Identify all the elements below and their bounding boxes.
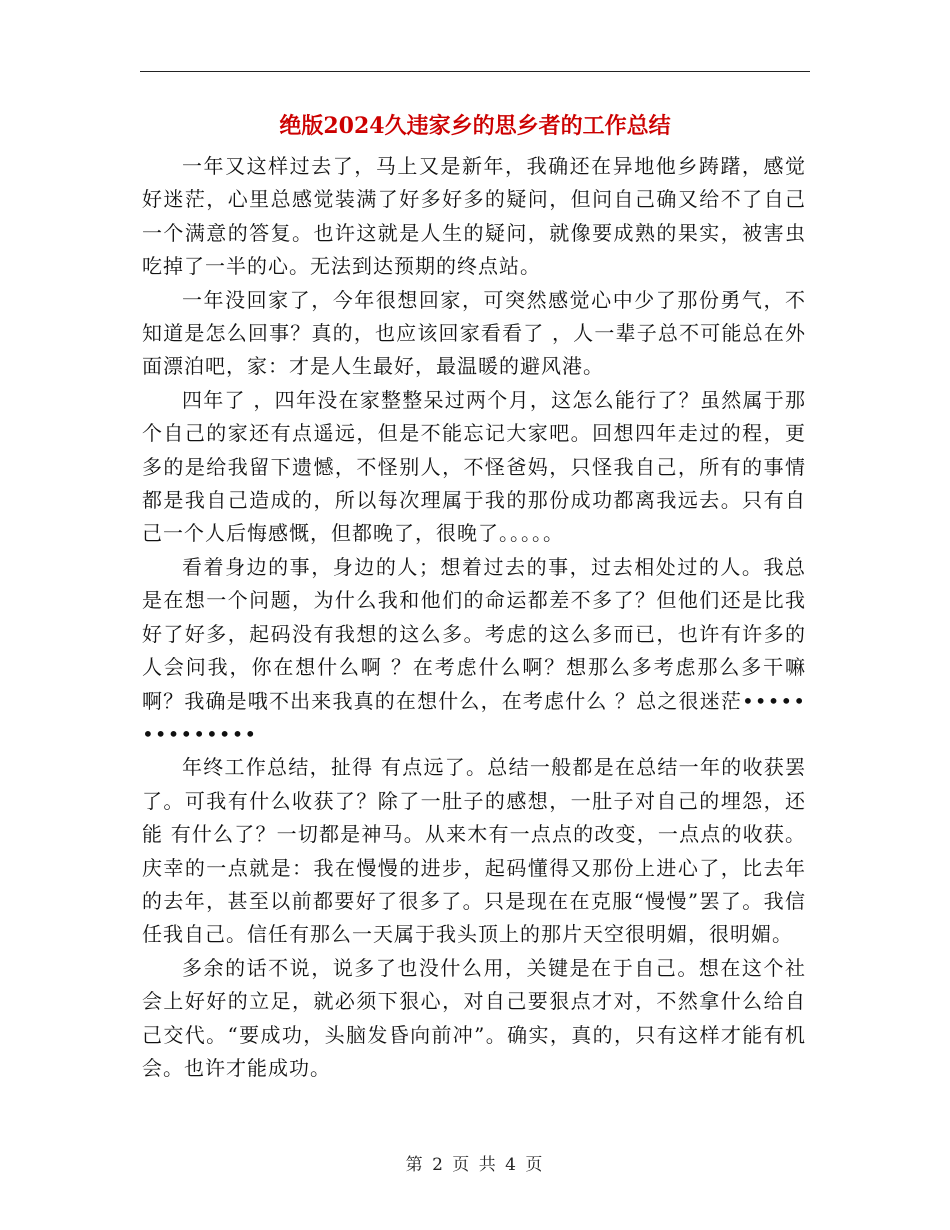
page-number: 第 2 页 共 4 页 [405,1155,545,1175]
document-title: 绝版2024久违家乡的思乡者的工作总结 [279,113,671,139]
document-body [142,150,806,1085]
body-paragraph: 年终工作总结，扯得 有点远了。总结一般都是在总结一年的收获罢了。可我有什么收获了？除了一肚子的感想，一肚子对自己的埋怨，还能 有什么了？一切都是神马。从来木有一点点的改变，一点点的收获。庆幸的一点就是：我在慢慢的进步，起码懂得又那份上进心了，比去年的去年，甚至以前都要好了很多了。只是现在在克服“慢慢”罢了。我信任我自己。信任有那么一天属于我头顶上的那片天空很明媚，很明媚。 [142,755,806,947]
body-paragraph: 多余的话不说，说多了也没什么用，关键是在于自己。想在这个社会上好好的立足，就必须下狠心，对自己要狠点才对，不然拿什么给自己交代。“要成功，头脑发昏向前冲”。确实，真的，只有这样才能有机会。也许才能成功。 [142,955,806,1080]
body-paragraph: 四年了 ，四年没在家整整呆过两个月，这怎么能行了？虽然属于那个自己的家还有点遥远，但是不能忘记大家吧。回想四年走过的程，更多的是给我留下遗憾，不怪别人，不怪爸妈，只怪我自己，所有的事情都是我自己造成的，所以每次理属于我的那份成功都离我远去。只有自己一个人后悔感慨，但都晚了，很晚了。。。。。 [142,387,806,546]
body-paragraph: 一年没回家了，今年很想回家，可突然感觉心中少了那份勇气，不知道是怎么回事？真的，也应该回家看看了 ，人一辈子总不可能总在外面漂泊吧，家：才是人生最好，最温暖的避风港。 [142,287,806,379]
body-paragraph: 一年又这样过去了，马上又是新年，我确还在异地他乡踌躇，感觉好迷茫，心里总感觉装满了好多好多的疑问，但问自己确又给不了自己一个满意的答复。也许这就是人生的疑问，就像要成熟的果实，被害虫吃掉了一半的心。无法到达预期的终点站。 [142,154,806,279]
body-paragraph: 看着身边的事，身边的人；想着过去的事，过去相处过的人。我总是在想一个问题，为什么我和他们的命运都差不多了？但他们还是比我好了好多，起码没有我想的这么多。考虑的这么多而已，也许有许多的人会问我，你在想什么啊 ？在考虑什么啊？想那么多考虑那么多干嘛啊？我确是哦不出来我真的在想什么，在考虑什么 ？总之很迷茫•••••••••••••• [142,554,806,746]
header-rule [140,71,810,72]
